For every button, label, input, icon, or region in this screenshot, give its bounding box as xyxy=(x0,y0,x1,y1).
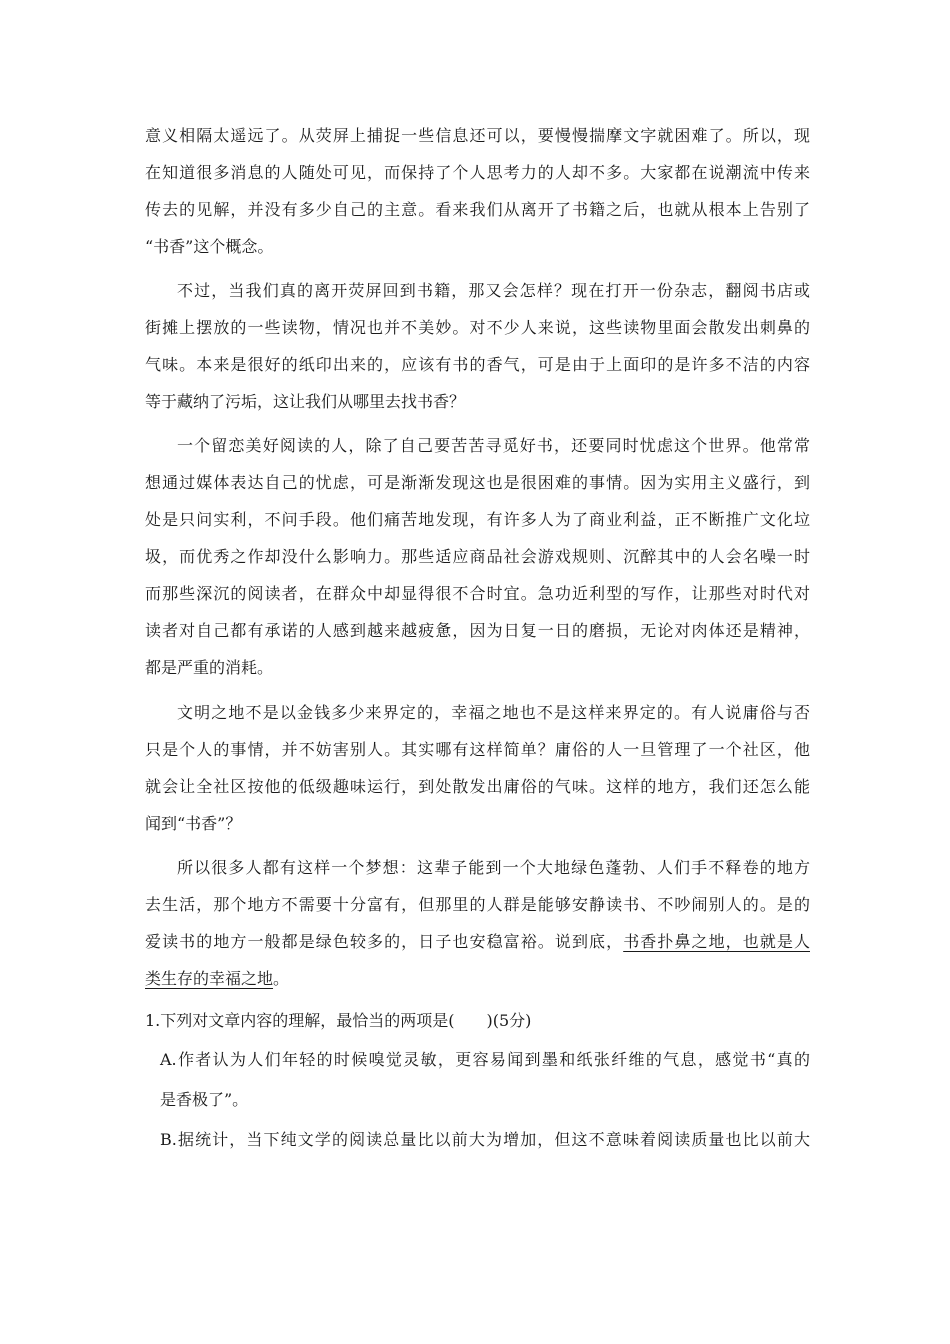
paragraph-1-line-3: 传去的见解，并没有多少自己的主意。看来我们从离开了书籍之后，也就从根本上告别了 xyxy=(145,200,810,219)
paragraph-1-line-4: “书香”这个概念。 xyxy=(145,237,274,256)
paragraph-4-line-4: 闻到“书香”？ xyxy=(145,814,242,833)
paragraph-3-line-4: 圾，而优秀之作却没什么影响力。那些适应商品社会游戏规则、沉醉其中的人会名噪一时 xyxy=(145,547,810,566)
option-a-line-2: 是香极了”。 xyxy=(160,1090,249,1109)
question-stem: 1.下列对文章内容的理解，最恰当的两项是( )(5分) xyxy=(145,1011,532,1030)
paragraph-4-line-1: 文明之地不是以金钱多少来界定的，幸福之地也不是这样来界定的。有人说庸俗与否 xyxy=(177,703,810,722)
option-a-line-1: A.作者认为人们年轻的时候嗅觉灵敏，更容易闻到墨和纸张纤维的气息，感觉书“真的 xyxy=(160,1050,810,1069)
paragraph-3-line-7: 都是严重的消耗。 xyxy=(145,658,274,677)
paragraph-3-line-5: 而那些深沉的阅读者，在群众中却显得很不合时宜。急功近利型的写作，让那些对时代对 xyxy=(145,584,810,603)
paragraph-4-line-3: 就会让全社区按他的低级趣味运行，到处散发出庸俗的气味。这样的地方，我们还怎么能 xyxy=(145,777,810,796)
paragraph-5-line-3-text: 爱读书的地方一般都是绿色较多的，日子也安稳富裕。说到底， xyxy=(145,932,624,951)
paragraph-5-tail: 。 xyxy=(273,969,290,988)
paragraph-2-line-3: 气味。本来是很好的纸印出来的，应该有书的香气，可是由于上面印的是许多不洁的内容 xyxy=(145,355,810,374)
paragraph-3-line-1: 一个留恋美好阅读的人，除了自己要苦苦寻觅好书，还要同时忧虑这个世界。他常常 xyxy=(177,436,810,455)
paragraph-3-line-2: 想通过媒体表达自己的忧虑，可是渐渐发现这也是很困难的事情。因为实用主义盛行，到 xyxy=(145,473,810,492)
paragraph-4-line-2: 只是个人的事情，并不妨害别人。其实哪有这样简单？庸俗的人一旦管理了一个社区，他 xyxy=(145,740,810,759)
paragraph-3-line-6: 读者对自己都有承诺的人感到越来越疲惫，因为日复一日的磨损，无论对肉体还是精神， xyxy=(145,621,810,640)
paragraph-1-line-1: 意义相隔太遥远了。从荧屏上捕捉一些信息还可以，要慢慢揣摩文字就困难了。所以，现 xyxy=(145,126,810,145)
underlined-sentence-part-1: 书香扑鼻之地，也就是人 xyxy=(623,932,810,951)
paragraph-3-line-3: 处是只问实利，不问手段。他们痛苦地发现，有许多人为了商业利益，正不断推广文化垃 xyxy=(145,510,810,529)
paragraph-5-line-3 xyxy=(145,932,810,952)
paragraph-2-line-4: 等于藏纳了污垢，这让我们从哪里去找书香？ xyxy=(145,392,466,411)
underlined-sentence-part-2: 类生存的幸福之地 xyxy=(145,969,274,988)
paragraph-5-line-2: 去生活，那个地方不需要十分富有，但那里的人群是能够安静读书、不吵闹别人的。是的 xyxy=(145,895,810,914)
paragraph-5-line-1: 所以很多人都有这样一个梦想：这辈子能到一个大地绿色蓬勃、人们手不释卷的地方 xyxy=(177,858,810,877)
option-b-line-1: B.据统计，当下纯文学的阅读总量比以前大为增加，但这不意味着阅读质量也比以前大 xyxy=(160,1130,810,1149)
paragraph-5-line-4 xyxy=(145,969,810,989)
paragraph-2-line-2: 街摊上摆放的一些读物，情况也并不美妙。对不少人来说，这些读物里面会散发出刺鼻的 xyxy=(145,318,810,337)
paragraph-2-line-1: 不过，当我们真的离开荧屏回到书籍，那又会怎样？现在打开一份杂志，翻阅书店或 xyxy=(177,281,810,300)
paragraph-1-line-2: 在知道很多消息的人随处可见，而保持了个人思考力的人却不多。大家都在说潮流中传来 xyxy=(145,163,810,182)
